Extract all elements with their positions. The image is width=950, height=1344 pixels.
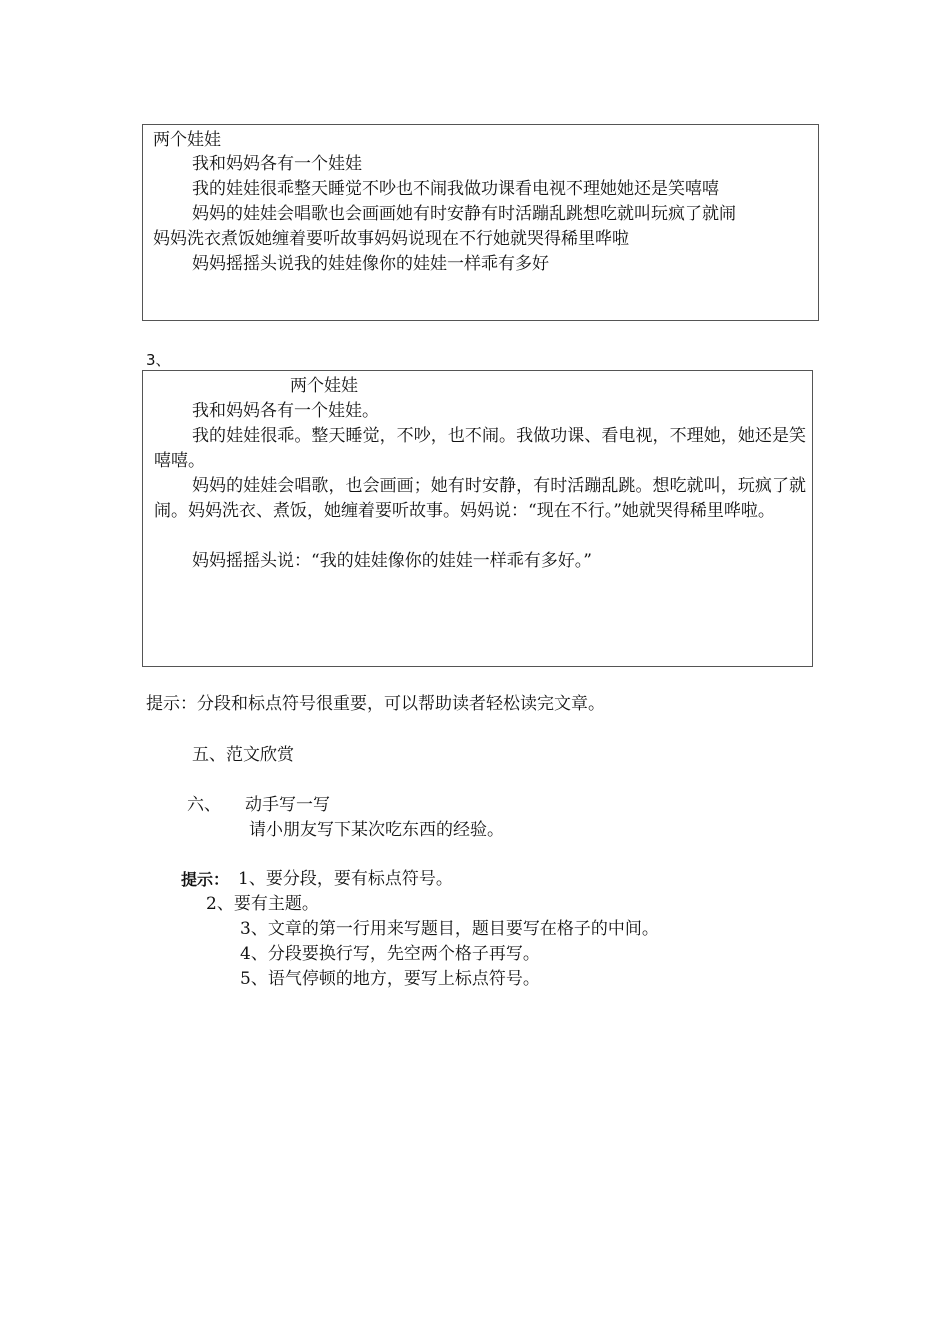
section-5-heading: 五、范文欣赏 [192, 745, 294, 765]
section-6-number: 六、 [187, 795, 221, 815]
hint-item-5: 5、语气停顿的地方，要写上标点符号。 [240, 969, 540, 989]
box1-line-2: 我的娃娃很乖整天睡觉不吵也不闹我做功课看电视不理她她还是笑嘻嘻 [192, 179, 719, 199]
box1-line-5: 妈妈摇摇头说我的娃娃像你的娃娃一样乖有多好 [192, 254, 549, 274]
hint-item-2: 2、要有主题。 [206, 894, 319, 914]
section-6-instruction: 请小朋友写下某次吃东西的经验。 [249, 820, 504, 840]
hint-item-4: 4、分段要换行写，先空两个格子再写。 [240, 944, 540, 964]
hints-label: 提示： [181, 870, 230, 889]
hint-item-1: 1、要分段，要有标点符号。 [238, 869, 453, 889]
box1-title: 两个娃娃 [153, 130, 221, 150]
box2-paragraph-4: 妈妈摇摇头说：“我的娃娃像你的娃娃一样乖有多好。” [192, 551, 592, 571]
box1-line-4: 妈妈洗衣煮饭她缠着要听故事妈妈说现在不行她就哭得稀里哗啦 [153, 229, 629, 249]
box2-paragraph-2: 我的娃娃很乖。整天睡觉，不吵，也不闹。我做功课、看电视，不理她，她还是笑嘻嘻。 [154, 426, 806, 471]
box2-paragraph-1: 我和妈妈各有一个娃娃。 [192, 401, 379, 421]
paragraph-punctuation-hint: 提示：分段和标点符号很重要，可以帮助读者轻松读完文章。 [146, 694, 605, 714]
box1-line-3: 妈妈的娃娃会唱歌也会画画她有时安静有时活蹦乱跳想吃就叫玩疯了就闹 [192, 204, 736, 224]
box1-line-1: 我和妈妈各有一个娃娃 [192, 154, 362, 174]
hint-item-3: 3、文章的第一行用来写题目，题目要写在格子的中间。 [240, 919, 659, 939]
box2-title: 两个娃娃 [290, 376, 358, 396]
box2-paragraph-3: 妈妈的娃娃会唱歌，也会画画；她有时安静，有时活蹦乱跳。想吃就叫，玩疯了就闹。妈妈洗衣、煮饭，她缠着要听故事。妈妈说：“现在不行。”她就哭得稀里哗啦。 [154, 476, 806, 521]
section-3-label: 3、 [146, 351, 171, 369]
section-6-title: 动手写一写 [245, 795, 330, 815]
